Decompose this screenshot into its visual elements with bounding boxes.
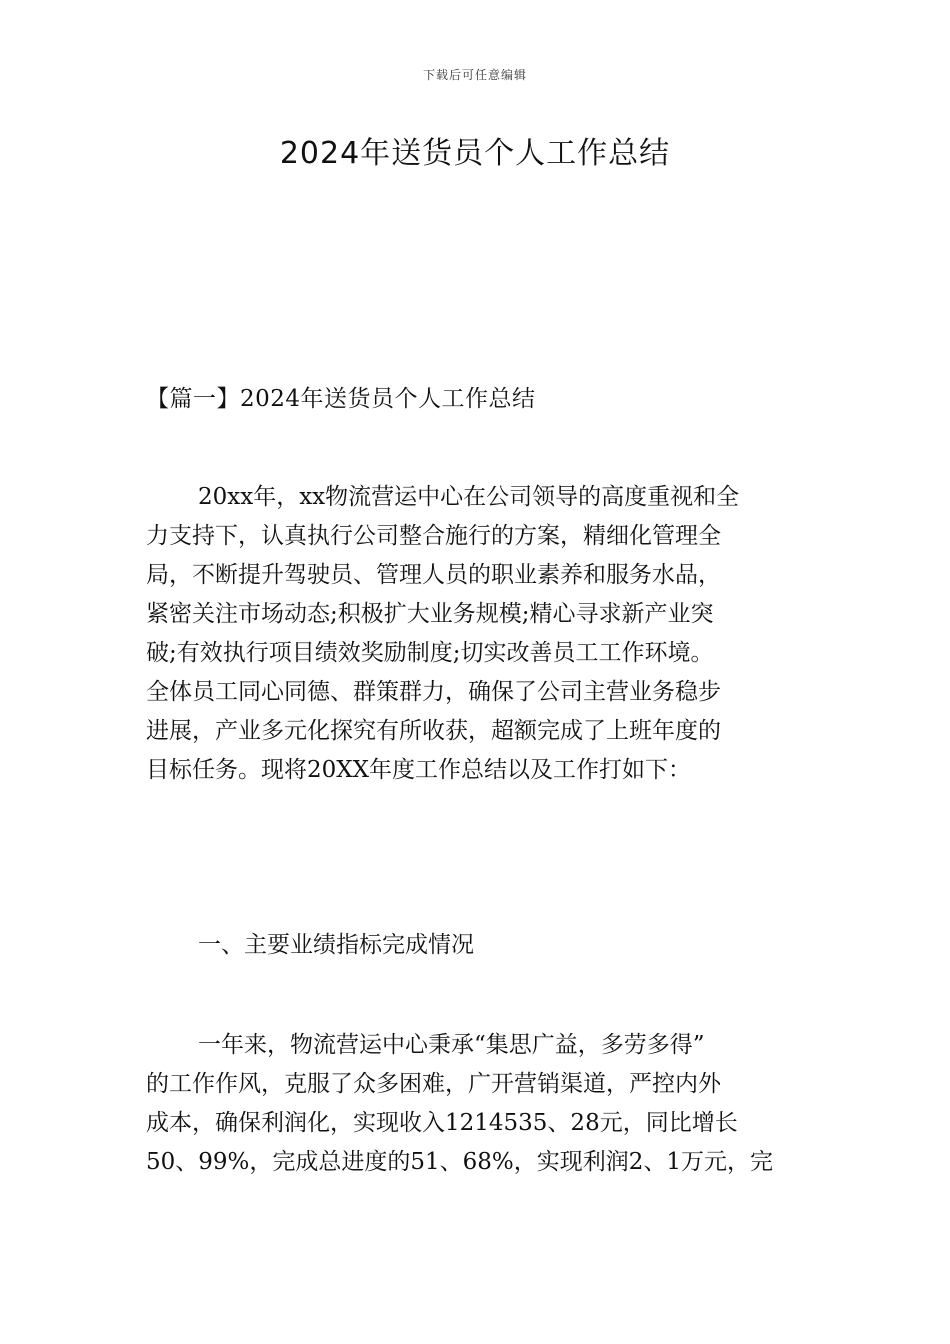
paragraph-line: 力支持下，认真执行公司整合施行的方案，精细化管理全 xyxy=(146,523,721,549)
paragraph-performance xyxy=(146,1026,806,1182)
paragraph-line xyxy=(146,478,806,517)
paragraph-intro xyxy=(146,478,806,790)
header-note: 下载后可任意编辑 xyxy=(422,68,527,82)
line-text: 一年来，物流营运中心秉承“集思广益，多劳多得” xyxy=(198,1032,705,1058)
heading-line xyxy=(146,926,806,965)
paragraph-line: 进展，产业多元化探究有所收获，超额完成了上班年度的 xyxy=(146,718,721,744)
section-heading xyxy=(146,926,806,965)
paragraph-line: 破;有效执行项目绩效奖励制度;切实改善员工工作环境。 xyxy=(146,640,714,666)
paragraph-line: 目标任务。现将20XX年度工作总结以及工作打如下： xyxy=(146,757,692,783)
paragraph-line: 紧密关注市场动态;积极扩大业务规模;精心寻求新产业突 xyxy=(146,601,714,627)
paragraph-line: 成本，确保利润化，实现收入1214535、28元，同比增长 xyxy=(146,1110,738,1136)
section-label: 【篇一】2024年送货员个人工作总结 xyxy=(146,386,536,412)
document-title: 2024年送货员个人工作总结 xyxy=(279,136,671,171)
paragraph-line: 全体员工同心同德、群策群力，确保了公司主营业务稳步 xyxy=(146,679,721,705)
paragraph-line xyxy=(146,1026,806,1065)
paragraph-line: 的工作作风，克服了众多困难，广开营销渠道，严控内外 xyxy=(146,1071,721,1097)
line-text: 20xx年，xx物流营运中心在公司领导的高度重视和全 xyxy=(198,484,740,510)
heading-text: 一、主要业绩指标完成情况 xyxy=(198,932,474,958)
paragraph-line: 局，不断提升驾驶员、管理人员的职业素养和服务水品， xyxy=(146,562,721,588)
paragraph-line: 50、99%，完成总进度的51、68%，实现利润2、1万元，完 xyxy=(146,1149,774,1175)
